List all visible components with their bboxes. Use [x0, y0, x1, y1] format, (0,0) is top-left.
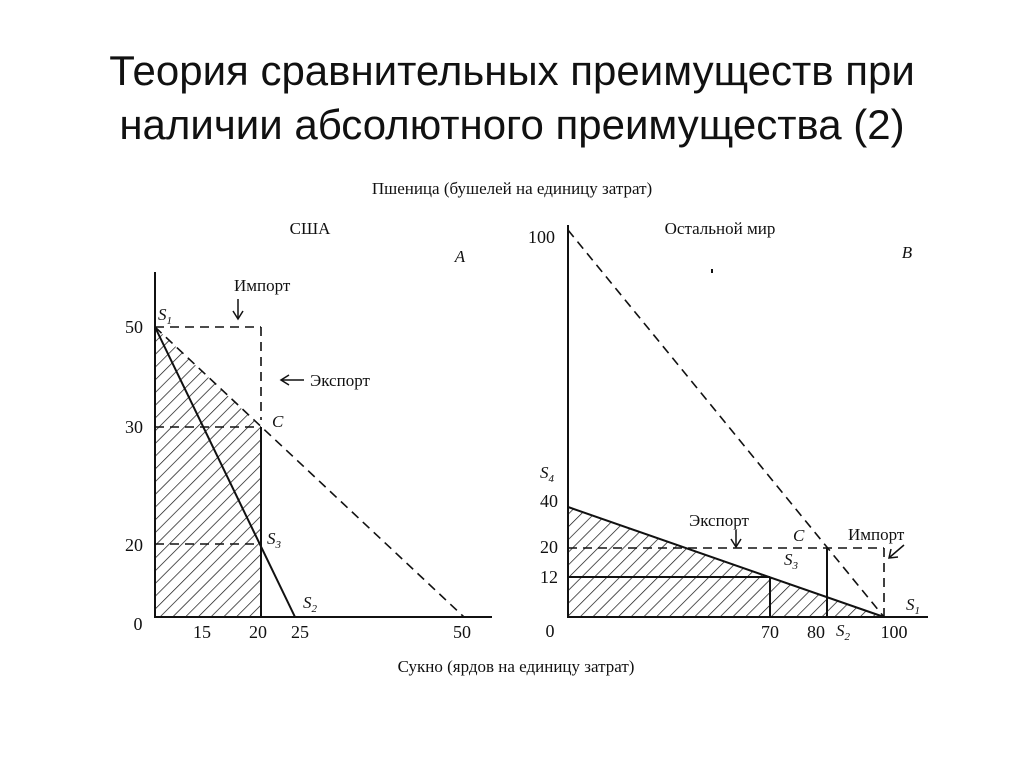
panel-a-s1-label: $S_1$	[158, 305, 172, 327]
panel-a-name: США	[289, 219, 331, 238]
title-line-2: наличии абсолютного преимущества (2)	[119, 101, 905, 148]
panel-b-ytick-100: 100	[528, 227, 555, 247]
panel-b-letter: B	[901, 243, 913, 262]
title-line-1: Теория сравнительных преимуществ при	[109, 47, 915, 94]
panel-b-ytick-12: 12	[540, 567, 558, 587]
panel-a-xtick-25: 25	[291, 622, 309, 642]
panel-a-xtick-20: 20	[249, 622, 267, 642]
panel-b-s3-label: $S_3$	[784, 550, 798, 572]
panel-b-xtick-100: 100	[880, 622, 908, 642]
panel-b-s4-label: $S_4$	[540, 463, 554, 485]
panel-b	[528, 219, 928, 643]
panel-a-xtick-15: 15	[193, 622, 211, 642]
panel-b-import-arrow	[890, 545, 904, 557]
y-axis-label: Пшеница (бушелей на единицу затрат)	[371, 179, 653, 198]
panel-b-origin: 0	[545, 621, 555, 641]
panel-b-xtick-80: 80	[807, 622, 825, 642]
panel-a-ytick-20: 20	[125, 535, 143, 555]
x-axis-label: Сукно (ярдов на единицу затрат)	[397, 657, 635, 676]
panel-a-export-label: Экспорт	[310, 371, 370, 390]
panel-a-xtick-50: 50	[453, 622, 471, 642]
panel-b-s1-label: $S_1$	[906, 595, 920, 617]
panel-a-c-label: C	[272, 412, 284, 431]
panel-a-hatched-region	[155, 327, 261, 617]
panel-a-letter: A	[454, 247, 466, 266]
panel-a-origin: 0	[133, 614, 143, 634]
panel-b-ytick-20: 20	[540, 537, 558, 557]
panel-a-import-label: Импорт	[234, 276, 291, 295]
panel-a	[125, 219, 492, 642]
panel-b-xtick-70: 70	[761, 622, 779, 642]
panel-b-ytick-40: 40	[540, 491, 558, 511]
panel-b-export-label: Экспорт	[689, 511, 749, 530]
panel-a-s2-label: $S_2$	[303, 593, 317, 615]
panel-b-name: Остальной мир	[664, 219, 776, 238]
panel-a-ytick-30: 30	[125, 417, 143, 437]
panel-b-c-label: C	[793, 526, 805, 545]
panel-b-import-label: Импорт	[848, 525, 905, 544]
panel-a-ytick-50: 50	[125, 317, 143, 337]
panel-b-s2-label: $S_2$	[836, 621, 850, 643]
panel-a-s3-label: $S_3$	[267, 529, 281, 551]
